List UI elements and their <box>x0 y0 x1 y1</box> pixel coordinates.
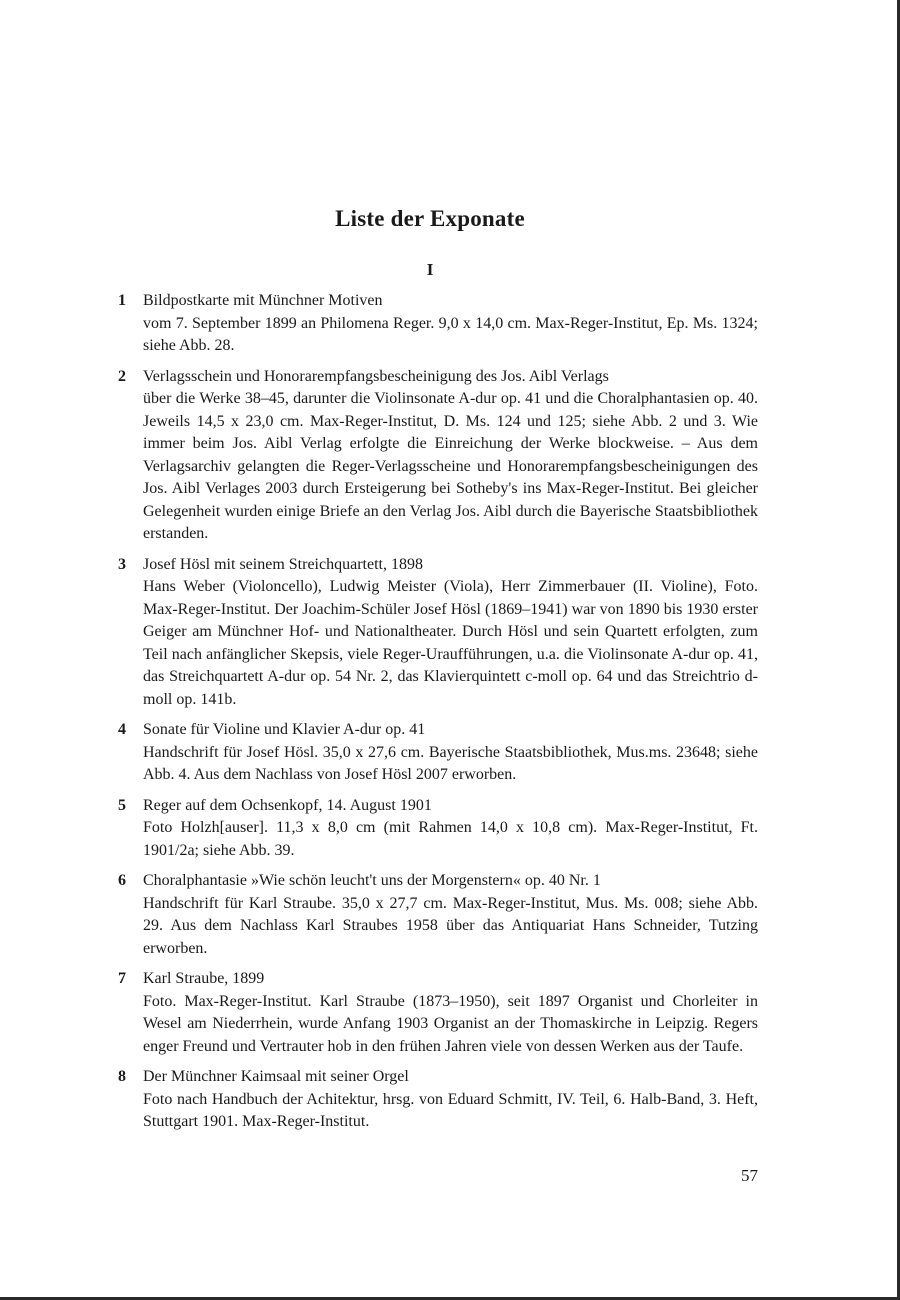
entry-number: 6 <box>118 872 126 889</box>
exhibit-entry <box>118 870 758 960</box>
exhibit-entry <box>118 1066 758 1134</box>
entry-description: Handschrift für Josef Hösl. 35,0 x 27,6 cm. Bayerische Staatsbibliothek, Mus.ms. 23648; siehe Abb. 4. Aus dem Nachlass von Josef Hösl 2007 erworben. <box>143 743 758 783</box>
entry-number: 1 <box>118 292 126 309</box>
entry-description: Foto nach Handbuch der Achitektur, hrsg. von Eduard Schmitt, IV. Teil, 6. Halb-Band, 3. Heft, Stuttgart 1901. Max-Reger-Institut. <box>143 1090 758 1130</box>
entry-description: Foto Holzh[auser]. 11,3 x 8,0 cm (mit Rahmen 14,0 x 10,8 cm). Max-Reger-Institut, Ft. 1901/2a; siehe Abb. 39. <box>143 819 758 859</box>
entry-heading: Der Münchner Kaimsaal mit seiner Orgel <box>143 1068 409 1085</box>
entry-description: Hans Weber (Violoncello), Ludwig Meister (Viola), Herr Zimmerbauer (II. Violine), Foto. Max-Reger-Institut. Der Joachim-Schüler Josef Hösl (1869–1941) war von 1890 bis 1930 erster Geiger am Münchner Hof- und Nationaltheater. Durch Hösl und sein Quartett erfolgten, zum Teil nach anfänglicher Skepsis, viele Reger-Uraufführungen, u.a. die Violinsonate A-dur op. 41, das Streichquartett A-dur op. 54 Nr. 2, das Klavierquintett c-moll op. 64 und das Streichtrio d-moll op. 141b. <box>143 578 758 708</box>
entry-description: Handschrift für Karl Straube. 35,0 x 27,7 cm. Max-Reger-Institut, Mus. Ms. 008; siehe Abb. 29. Aus dem Nachlass Karl Straubes 1958 über das Antiquariat Hans Schneider, Tutzing erworben. <box>143 894 758 957</box>
exhibit-entry <box>118 290 758 358</box>
exhibit-entry <box>118 366 758 546</box>
entry-number: 7 <box>118 970 126 987</box>
entry-heading: Bildpostkarte mit Münchner Motiven <box>143 292 383 309</box>
exhibit-list <box>118 290 758 1142</box>
entry-description: über die Werke 38–45, darunter die Violinsonate A-dur op. 41 und die Choralphantasien op. 40. Jeweils 14,5 x 23,0 cm. Max-Reger-Institut, D. Ms. 124 und 125; siehe Abb. 2 und 3. Wie immer beim Jos. Aibl Verlag erfolgte die Einreichung der Werke blockweise. – Aus dem Verlagsarchiv gelangten die Reger-Verlagsscheine und Honorarempfangsbescheinigungen des Jos. Aibl Verlages 2003 durch Ersteigerung bei Sotheby's ins Max-Reger-Institut. Bei gleicher Gelegenheit wurden einige Briefe an den Verlag Jos. Aibl durch die Bayerische Staatsbibliothek erstanden. <box>143 390 758 542</box>
entry-description: Foto. Max-Reger-Institut. Karl Straube (1873–1950), seit 1897 Organist und Chorleiter in Wesel am Niederrhein, wurde Anfang 1903 Organist an der Thomaskirche in Leipzig. Regers enger Freund und Vertrauter hob in den frühen Jahren viele von dessen Werken aus der Taufe. <box>143 992 758 1055</box>
exhibit-entry <box>118 554 758 712</box>
entry-heading: Karl Straube, 1899 <box>143 970 265 987</box>
entry-description: vom 7. September 1899 an Philomena Reger. 9,0 x 14,0 cm. Max-Reger-Institut, Ep. Ms. 1324; siehe Abb. 28. <box>143 314 758 354</box>
exhibit-entry <box>118 968 758 1058</box>
entry-number: 8 <box>118 1068 126 1085</box>
entry-heading: Verlagsschein und Honorarempfangsbescheinigung des Jos. Aibl Verlags <box>143 367 609 385</box>
exhibit-entry <box>118 795 758 863</box>
entry-heading: Josef Hösl mit seinem Streichquartett, 1898 <box>143 555 423 573</box>
entry-number: 5 <box>118 796 126 814</box>
section-heading: I <box>426 260 434 279</box>
entry-heading: Choralphantasie »Wie schön leucht't uns der Morgenstern« op. 40 Nr. 1 <box>143 872 601 889</box>
entry-number: 2 <box>118 367 126 385</box>
page-title: Liste der Exponate <box>335 206 525 231</box>
entry-number: 3 <box>118 555 126 573</box>
exhibit-entry <box>118 719 758 787</box>
entry-heading: Sonate für Violine und Klavier A-dur op. 41 <box>143 721 426 738</box>
entry-heading: Reger auf dem Ochsenkopf, 14. August 1901 <box>143 796 432 814</box>
entry-number: 4 <box>118 721 126 738</box>
page-number: 57 <box>741 1166 758 1185</box>
